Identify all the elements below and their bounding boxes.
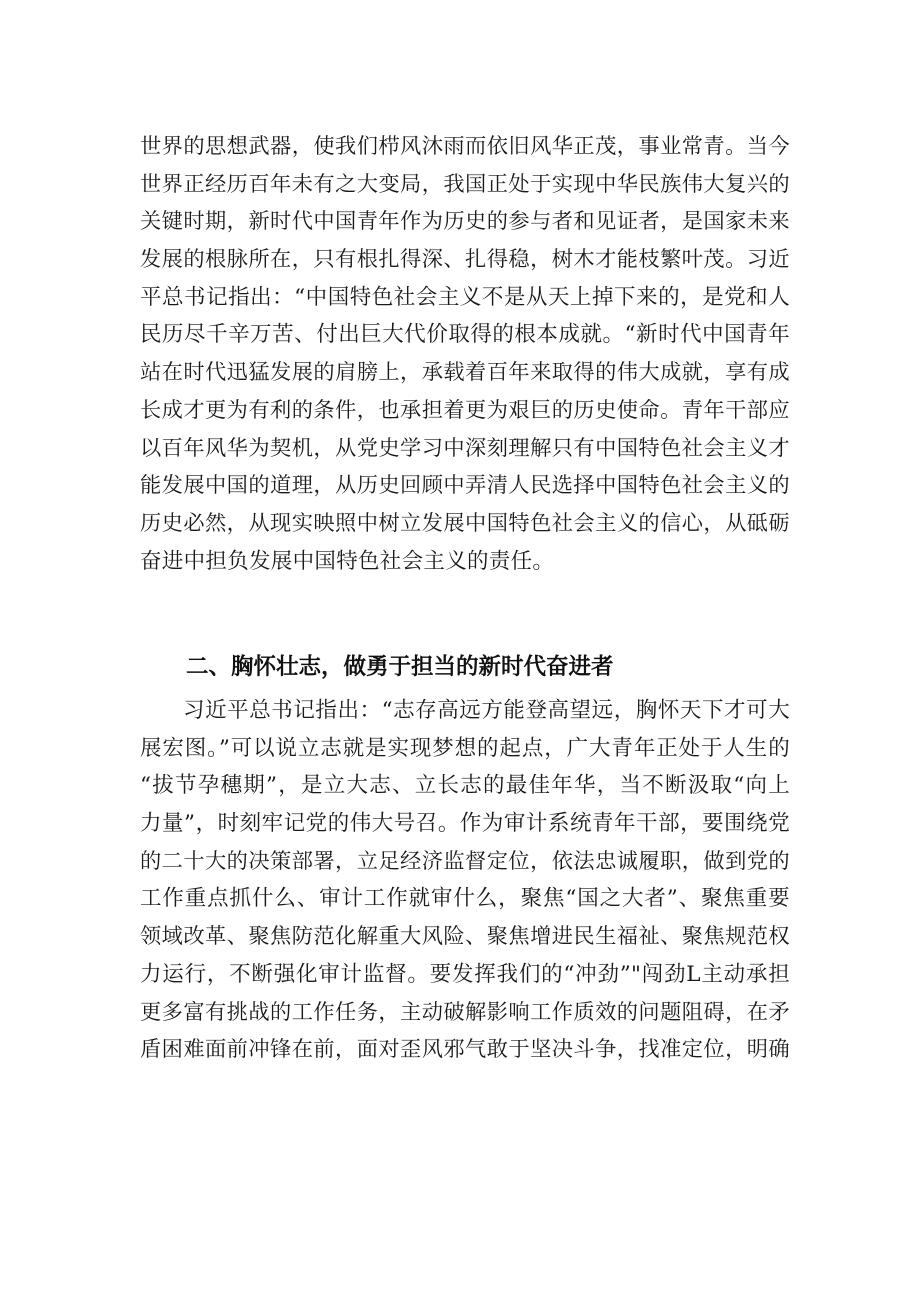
paragraph-line: 习近平总书记指出：“志存高远方能登高望远，胸怀天下才可大 — [183, 698, 790, 723]
paragraph-line: 世界正经历百年未有之大变局，我国正处于实现中华民族伟大复兴的 — [140, 171, 790, 197]
paragraph-1 — [140, 128, 790, 580]
paragraph-2 — [140, 692, 790, 1069]
paragraph-line: 工作重点抓什么、审计工作就审什么，聚焦“国之大者”、聚焦重要 — [140, 886, 790, 912]
paragraph-line: 奋进中担负发展中国特色社会主义的责任。 — [140, 548, 555, 574]
paragraph-line: 更多富有挑战的工作任务，主动破解影响工作质效的问题阻碍，在矛 — [140, 999, 790, 1025]
paragraph-line: 以百年风华为契机，从党史学习中深刻理解只有中国特色社会主义才 — [140, 435, 790, 461]
paragraph-line: 历史必然，从现实映照中树立发展中国特色社会主义的信心，从砥砺 — [140, 510, 790, 536]
paragraph-line: “拔节孕穗期”，是立大志、立长志的最佳年华，当不断汲取“向上 — [140, 773, 790, 799]
paragraph-line: 力运行，不断强化审计监督。要发挥我们的“冲劲”"闯劲L主动承担 — [140, 961, 790, 987]
paragraph-line: 世界的思想武器，使我们栉风沐雨而依旧风华正茂，事业常青。当今 — [140, 134, 790, 159]
paragraph-line: 发展的根脉所在，只有根扎得深、扎得稳，树木才能枝繁叶茂。习近 — [140, 247, 790, 273]
paragraph-line: 民历尽千辛万苦、付出巨大代价取得的根本成就。“新时代中国青年 — [140, 322, 790, 348]
section-heading: 二、胸怀壮志，做勇于担当的新时代奋进者 — [186, 654, 614, 680]
paragraph-line: 领域改革、聚焦防范化解重大风险、聚焦增进民生福祉、聚焦规范权 — [140, 924, 790, 950]
paragraph-line: 的二十大的决策部署，立足经济监督定位，依法忠诚履职，做到党的 — [140, 848, 790, 874]
paragraph-line: 盾困难面前冲锋在前，面对歪风邪气敢于坚决斗争，找准定位，明确 — [140, 1037, 790, 1063]
paragraph-line: 关键时期，新时代中国青年作为历史的参与者和见证者，是国家未来 — [140, 209, 790, 235]
paragraph-line: 力量”，时刻牢记党的伟大号召。作为审计系统青年干部，要围绕党 — [140, 811, 790, 837]
paragraph-line: 站在时代迅猛发展的肩膀上，承载着百年来取得的伟大成就，享有成 — [140, 360, 790, 386]
paragraph-line: 平总书记指出：“中国特色社会主义不是从天上掉下来的，是党和人 — [140, 284, 790, 310]
paragraph-line: 长成才更为有利的条件，也承担着更为艰巨的历史使命。青年干部应 — [140, 397, 790, 423]
paragraph-line: 展宏图。”可以说立志就是实现梦想的起点，广大青年正处于人生的 — [140, 735, 790, 761]
paragraph-line: 能发展中国的道理，从历史回顾中弄清人民选择中国特色社会主义的 — [140, 473, 790, 499]
